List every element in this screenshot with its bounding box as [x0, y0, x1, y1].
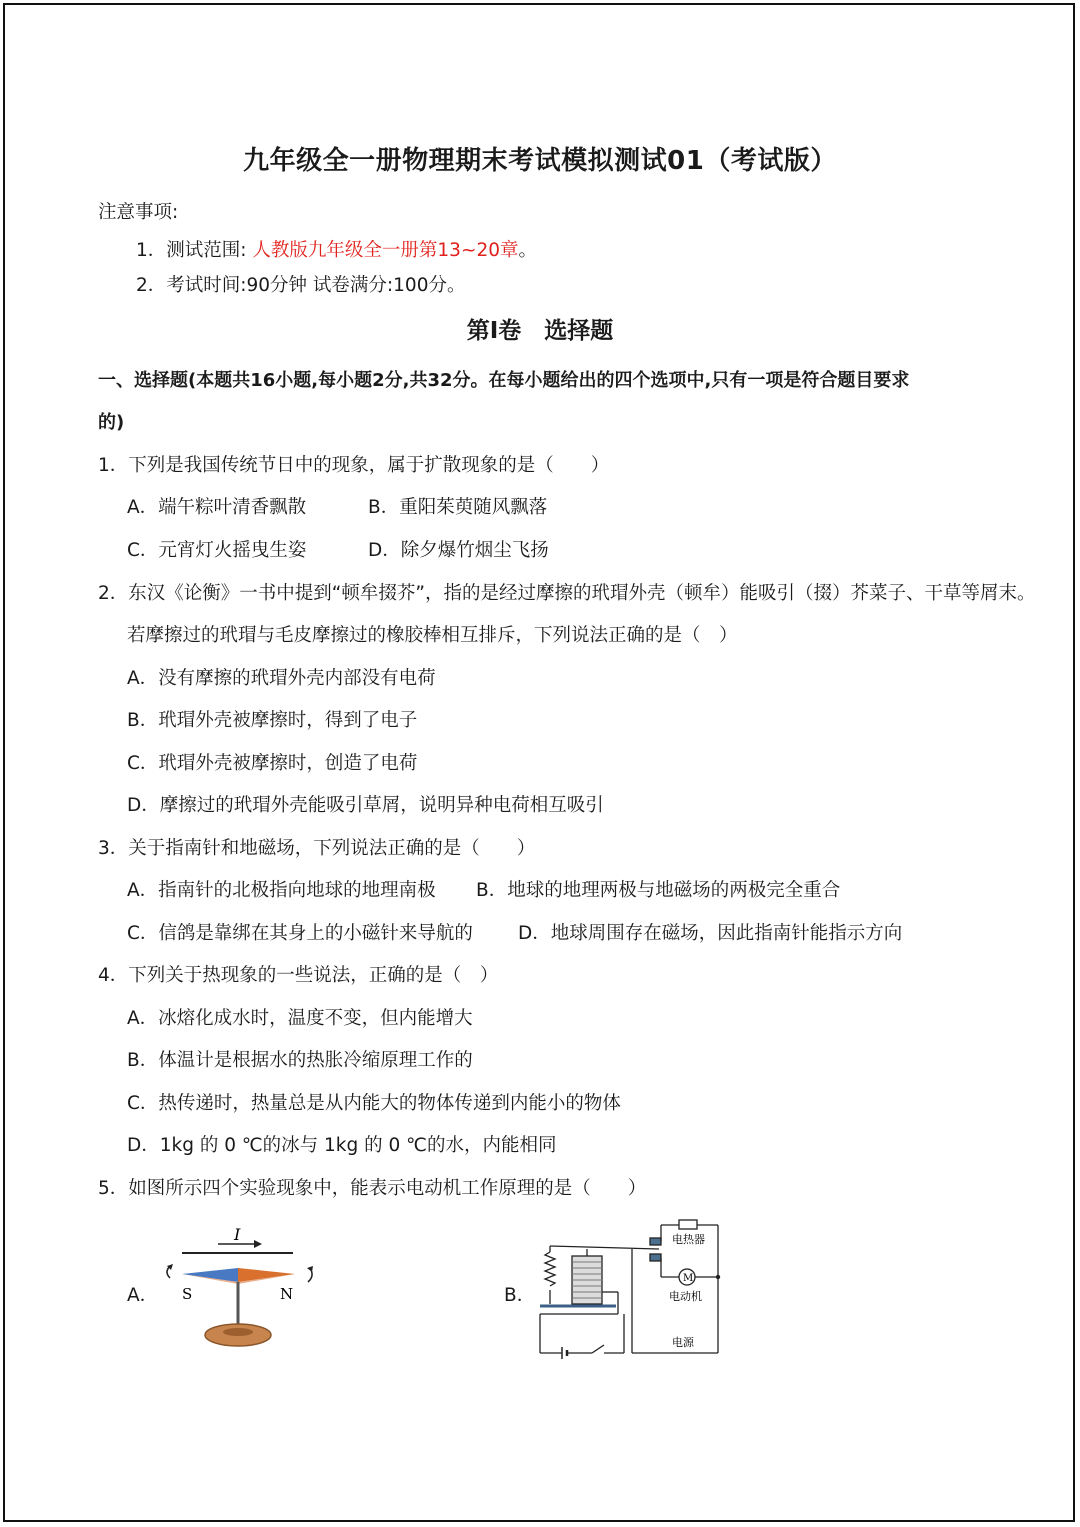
- question-4-option-c: C．热传递时，热量总是从内能大的物体传递到内能小的物体: [127, 1093, 621, 1114]
- question-1-option-a: A．端午粽叶清香飘散: [127, 497, 307, 518]
- section-title: 第Ⅰ卷 选择题: [466, 318, 614, 344]
- question-2-option-c: C．玳瑁外壳被摩擦时，创造了电荷: [127, 753, 418, 774]
- question-3-stem: 3．关于指南针和地磁场，下列说法正确的是（ ）: [98, 838, 536, 859]
- question-1-option-c: C．元宵灯火摇曳生姿: [127, 540, 307, 561]
- notice-item-1-highlight: 人教版九年级全一册第13~20章: [252, 240, 519, 261]
- question-1-option-b: B．重阳茱萸随风飘落: [368, 497, 548, 518]
- question-2-option-a: A．没有摩擦的玳瑁外壳内部没有电荷: [127, 668, 436, 689]
- current-label: I: [234, 1225, 241, 1244]
- question-5-stem: 5．如图所示四个实验现象中，能表示电动机工作原理的是（ ）: [98, 1178, 647, 1199]
- part-heading-cont: 的): [98, 412, 125, 433]
- heater-label: 电热器: [672, 1233, 705, 1246]
- question-3-option-a: A．指南针的北极指向地球的地理南极: [127, 880, 436, 901]
- question-3-option-c: C．信鸽是靠绑在其身上的小磁针来导航的: [127, 923, 473, 944]
- question-2-option-b: B．玳瑁外壳被摩擦时，得到了电子: [127, 710, 418, 731]
- notice-item-1-suffix: 。: [518, 240, 538, 261]
- relay-spring: [545, 1252, 555, 1286]
- part-heading: 一、选择题(本题共16小题,每小题2分,共32分。在每小题给出的四个选项中,只有一项是符合题目要求: [98, 370, 910, 391]
- notice-item-1: [136, 236, 537, 262]
- question-4-option-d: D．1kg 的 0 ℃的冰与 1kg 的 0 ℃的水，内能相同: [127, 1135, 557, 1156]
- control-switch: [592, 1345, 604, 1353]
- junction-dot: [716, 1275, 720, 1279]
- current-arrowhead: [254, 1240, 262, 1248]
- question-2-stem: 2．东汉《论衡》一书中提到“顿牟掇芥”，指的是经过摩擦的玳瑁外壳（顿牟）能吸引（掇）芥菜子、干草等屑末。: [98, 583, 1036, 604]
- heater-resistor: [679, 1220, 697, 1229]
- notice-heading: 注意事项:: [98, 202, 179, 223]
- page-title: 九年级全一册物理期末考试模拟测试01（考试版）: [243, 146, 837, 176]
- pole-s-label: S: [182, 1285, 193, 1303]
- motor-symbol-label: M: [683, 1273, 694, 1284]
- question-2-stem-cont: 若摩擦过的玳瑁与毛皮摩擦过的橡胶棒相互排斥，下列说法正确的是（ ）: [127, 625, 738, 646]
- question-1-option-d: D．除夕爆竹烟尘飞扬: [368, 540, 549, 561]
- relay-contact-upper: [650, 1238, 661, 1245]
- needle-north-half: [238, 1268, 295, 1282]
- figure-b-relay-circuit: [532, 1216, 727, 1364]
- compass-base-center: [223, 1328, 253, 1336]
- figure-a-compass: [150, 1222, 330, 1362]
- pole-n-label: N: [280, 1285, 294, 1303]
- needle-south-half: [182, 1268, 238, 1282]
- question-4-option-b: B．体温计是根据水的热胀冷缩原理工作的: [127, 1050, 473, 1071]
- figure-b-label: B．: [504, 1285, 536, 1306]
- source-label: 电源: [672, 1336, 694, 1349]
- rotation-arrowhead-right: [307, 1266, 313, 1272]
- question-4-stem: 4．下列关于热现象的一些说法，正确的是（ ）: [98, 965, 499, 986]
- figure-a-label: A．: [127, 1285, 159, 1306]
- relay-armature: [550, 1246, 659, 1249]
- notice-item-2: 2．考试时间:90分钟 试卷满分:100分。: [136, 275, 466, 296]
- question-2-option-d: D．摩擦过的玳瑁外壳能吸引草屑，说明异种电荷相互吸引: [127, 795, 604, 816]
- question-3-option-b: B．地球的地理两极与地磁场的两极完全重合: [476, 880, 841, 901]
- question-4-option-a: A．冰熔化成水时，温度不变，但内能增大: [127, 1008, 473, 1029]
- relay-contact-lower: [650, 1254, 661, 1261]
- notice-item-1-prefix: 1．测试范围:: [136, 240, 247, 261]
- motor-label: 电动机: [669, 1290, 702, 1303]
- question-1-stem: 1．下列是我国传统节日中的现象，属于扩散现象的是（ ）: [98, 455, 610, 476]
- question-3-option-d: D．地球周围存在磁场，因此指南针能指示方向: [518, 923, 903, 944]
